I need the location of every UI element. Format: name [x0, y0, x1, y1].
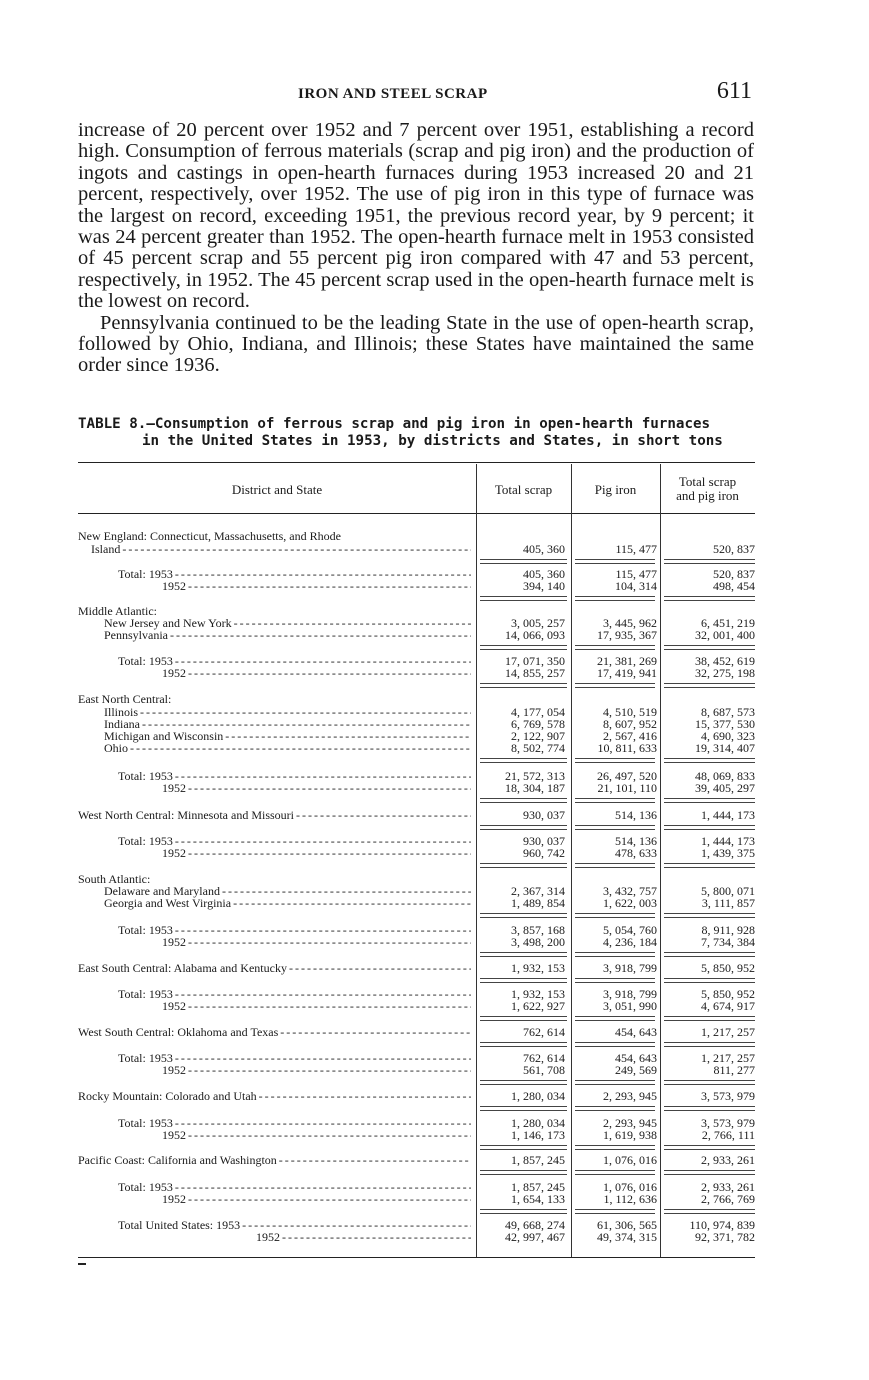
cell: 1, 217, 257 — [701, 1025, 755, 1039]
cell: 3, 005, 257 — [511, 616, 565, 630]
row-separator — [480, 1106, 567, 1111]
row-separator — [664, 798, 755, 803]
row-separator — [575, 1016, 655, 1021]
row-separator — [575, 758, 655, 763]
cell: 1, 622, 003 — [603, 896, 657, 910]
row-separator — [480, 1145, 567, 1150]
row-label: Delaware and Maryland - - - — [104, 885, 471, 898]
cell: 2, 766, 769 — [701, 1192, 755, 1206]
cell: 1, 076, 016 — [603, 1153, 657, 1167]
cell: 5, 800, 071 — [701, 884, 755, 898]
table-caption — [78, 416, 754, 450]
table-row — [78, 543, 755, 556]
cell: 21, 381, 269 — [597, 654, 657, 668]
cell: 19, 314, 407 — [695, 741, 755, 755]
body-text — [78, 120, 754, 377]
cell: 32, 275, 198 — [695, 666, 755, 680]
row-label: Total United States: 1953 - - - — [118, 1219, 471, 1232]
row-label: Total: 1953 - - - — [118, 1117, 471, 1130]
cell: 520, 837 — [713, 567, 755, 581]
cell: 10, 811, 633 — [597, 741, 657, 755]
cell: 1, 932, 153 — [511, 961, 565, 975]
table-row — [78, 693, 755, 706]
cell: 26, 497, 520 — [597, 769, 657, 783]
cell: 2, 933, 261 — [701, 1180, 755, 1194]
cell: 39, 405, 297 — [695, 781, 755, 795]
cell: 394, 140 — [523, 579, 565, 593]
row-separator — [480, 683, 567, 688]
cell: 8, 687, 573 — [701, 705, 755, 719]
table-rule — [78, 462, 755, 463]
row-label: Total: 1953 - - - — [118, 568, 471, 581]
cell: 3, 573, 979 — [701, 1089, 755, 1103]
table-row — [78, 530, 755, 543]
cell: 3, 918, 799 — [603, 987, 657, 1001]
row-separator — [664, 978, 755, 983]
cell: 2, 122, 907 — [511, 729, 565, 743]
cell: 3, 051, 990 — [603, 999, 657, 1013]
table-row — [78, 897, 755, 910]
column-header-pig-iron: Pig iron — [594, 482, 637, 497]
row-label: 1952 - - - — [256, 1231, 471, 1244]
cell: 2, 293, 945 — [603, 1116, 657, 1130]
row-label: Total: 1953 - - - — [118, 835, 471, 848]
cell: 2, 766, 111 — [701, 1128, 755, 1142]
paragraph: Pennsylvania continued to be the leading State in the use of open-hearth scrap, followed by Ohio, Indiana, and Illinois; these States have maintained the same order since 1936. — [78, 311, 754, 377]
cell: 42, 997, 467 — [505, 1230, 565, 1244]
table-rule — [78, 513, 755, 514]
cell: 1, 444, 173 — [701, 808, 755, 822]
row-separator — [575, 645, 655, 650]
cell: 6, 769, 578 — [511, 717, 565, 731]
consumption-table — [78, 462, 755, 1260]
cell: 1, 112, 636 — [603, 1192, 657, 1206]
cell: 49, 668, 274 — [505, 1218, 565, 1232]
cell: 14, 855, 257 — [505, 666, 565, 680]
row-label: 1952 - - - — [162, 1000, 471, 1013]
row-label: 1952 - - - — [162, 936, 471, 949]
cell: 6, 451, 219 — [701, 616, 755, 630]
cell: 249, 569 — [615, 1063, 657, 1077]
row-label: 1952 - - - — [162, 782, 471, 795]
cell: 15, 377, 530 — [695, 717, 755, 731]
row-label: 1952 - - - — [162, 667, 471, 680]
table-row — [78, 1000, 755, 1013]
row-separator — [664, 825, 755, 830]
table-row — [78, 629, 755, 642]
row-label: East South Central: Alabama and Kentucky - - - — [78, 962, 471, 975]
cell: 17, 935, 367 — [597, 628, 657, 642]
table-row — [78, 1231, 755, 1244]
row-separator — [575, 596, 655, 601]
row-separator — [664, 683, 755, 688]
page-header — [78, 78, 754, 110]
cell: 1, 619, 938 — [603, 1128, 657, 1142]
cell: 8, 911, 928 — [701, 923, 755, 937]
row-separator — [480, 1042, 567, 1047]
cell: 3, 498, 200 — [511, 935, 565, 949]
row-separator — [664, 758, 755, 763]
cell: 960, 742 — [523, 846, 565, 860]
paragraph: increase of 20 percent over 1952 and 7 percent over 1951, establishing a record high. Consumption of ferrous materials (scrap and pig iron) and the production of ingots and castings in open-hearth furnaces during 1953 increased 20 and 21 percent, respectively, over 1952. The use of pig iron in this type of furnace was the largest on record, exceeding 1951, the previous record year, by 9 percent; it was 24 percent greater than 1952. The open-hearth furnace melt in 1953 consisted of 45 percent scrap and 55 percent pig iron compared with 47 and 53 percent, respectively, in 1952. The 45 percent scrap used in the open-hearth furnace melt is the lowest on record. — [78, 119, 754, 313]
cell: 2, 933, 261 — [701, 1153, 755, 1167]
cell: 5, 850, 952 — [701, 961, 755, 975]
row-label: New Jersey and New York - - - — [104, 617, 471, 630]
cell: 49, 374, 315 — [597, 1230, 657, 1244]
row-label: Total: 1953 - - - — [118, 1181, 471, 1194]
row-label: Pennsylvania - - - — [104, 629, 471, 642]
cell: 1, 076, 016 — [603, 1180, 657, 1194]
cell: 17, 419, 941 — [597, 666, 657, 680]
table-row — [78, 847, 755, 860]
cell: 5, 850, 952 — [701, 987, 755, 1001]
cell: 4, 674, 917 — [701, 999, 755, 1013]
row-separator — [664, 1209, 755, 1214]
cell: 1, 444, 173 — [701, 834, 755, 848]
cell: 762, 614 — [523, 1025, 565, 1039]
cell: 1, 146, 173 — [511, 1128, 565, 1142]
cell: 1, 622, 927 — [511, 999, 565, 1013]
cell: 3, 857, 168 — [511, 923, 565, 937]
cell: 2, 367, 314 — [511, 884, 565, 898]
cell: 2, 293, 945 — [603, 1089, 657, 1103]
row-label: Total: 1953 - - - — [118, 988, 471, 1001]
table-caption-line: TABLE 8.—Consumption of ferrous scrap and pig iron in open-hearth furnaces — [78, 416, 711, 432]
row-separator — [575, 863, 655, 868]
row-separator — [575, 1170, 655, 1175]
cell: 930, 037 — [523, 808, 565, 822]
row-separator — [480, 1209, 567, 1214]
cell: 18, 304, 187 — [505, 781, 565, 795]
cell: 115, 477 — [615, 567, 657, 581]
row-separator — [480, 952, 567, 957]
row-separator — [664, 1145, 755, 1150]
cell: 762, 614 — [523, 1051, 565, 1065]
table-row — [78, 1064, 755, 1077]
row-separator — [664, 559, 755, 564]
running-title: IRON AND STEEL SCRAP — [298, 86, 488, 102]
column-header-district: District and State — [231, 482, 323, 497]
table-row — [78, 809, 755, 822]
cell: 4, 236, 184 — [603, 935, 657, 949]
cell: 92, 371, 782 — [695, 1230, 755, 1244]
row-separator — [664, 645, 755, 650]
column-header-total — [660, 475, 755, 503]
row-separator — [575, 1106, 655, 1111]
row-label: Total: 1953 - - - — [118, 1052, 471, 1065]
table-row — [78, 1026, 755, 1039]
cell: 1, 280, 034 — [511, 1089, 565, 1103]
column-header-total-line: and pig iron — [676, 488, 739, 503]
cell: 32, 001, 400 — [695, 628, 755, 642]
cell: 61, 306, 565 — [597, 1218, 657, 1232]
row-separator — [480, 645, 567, 650]
cell: 561, 708 — [523, 1063, 565, 1077]
row-separator — [480, 596, 567, 601]
table-row — [78, 1154, 755, 1167]
table-row — [78, 742, 755, 755]
row-separator — [575, 559, 655, 564]
cell: 2, 567, 416 — [603, 729, 657, 743]
row-label: South Atlantic: — [78, 873, 151, 886]
cell: 1, 857, 245 — [511, 1153, 565, 1167]
row-separator — [575, 798, 655, 803]
cell: 498, 454 — [713, 579, 755, 593]
row-label: Michigan and Wisconsin - - - — [104, 730, 471, 743]
table-row — [78, 1129, 755, 1142]
table-row — [78, 1193, 755, 1206]
table-caption-line: in the United States in 1953, by districts and States, in short tons — [142, 433, 723, 449]
row-label: Pacific Coast: California and Washington - - - — [78, 1154, 471, 1167]
row-separator — [664, 952, 755, 957]
row-separator — [480, 1080, 567, 1085]
table-rule — [78, 1257, 755, 1258]
row-label: Ohio - - - — [104, 742, 471, 755]
cell: 514, 136 — [615, 808, 657, 822]
cell: 1, 857, 245 — [511, 1180, 565, 1194]
cell: 21, 101, 110 — [597, 781, 657, 795]
cell: 104, 314 — [615, 579, 657, 593]
cell: 478, 633 — [615, 846, 657, 860]
column-header-scrap: Total scrap — [494, 482, 553, 497]
cell: 520, 837 — [713, 542, 755, 556]
table-row — [78, 936, 755, 949]
row-separator — [664, 1016, 755, 1021]
cell: 110, 974, 839 — [689, 1218, 755, 1232]
row-label: 1952 - - - — [162, 1064, 471, 1077]
cell: 7, 734, 384 — [701, 935, 755, 949]
row-label: Middle Atlantic: — [78, 605, 157, 618]
table-row — [78, 782, 755, 795]
cell: 1, 489, 854 — [511, 896, 565, 910]
row-label: 1952 - - - — [162, 1129, 471, 1142]
cell: 405, 360 — [523, 542, 565, 556]
row-separator — [575, 1209, 655, 1214]
cell: 3, 111, 857 — [701, 896, 755, 910]
row-separator — [575, 952, 655, 957]
row-label: New England: Connecticut, Massachusetts, and Rhode — [78, 530, 341, 543]
row-separator — [575, 978, 655, 983]
row-label: 1952 - - - — [162, 847, 471, 860]
cell: 3, 918, 799 — [603, 961, 657, 975]
bottom-mark — [78, 1263, 86, 1265]
cell: 1, 217, 257 — [701, 1051, 755, 1065]
cell: 8, 502, 774 — [511, 741, 565, 755]
row-label: West South Central: Oklahoma and Texas - - - — [78, 1026, 471, 1039]
cell: 4, 690, 323 — [701, 729, 755, 743]
cell: 48, 069, 833 — [695, 769, 755, 783]
row-separator — [575, 913, 655, 918]
row-separator — [664, 913, 755, 918]
row-separator — [480, 758, 567, 763]
row-label: 1952 - - - — [162, 580, 471, 593]
row-separator — [664, 863, 755, 868]
cell: 1, 654, 133 — [511, 1192, 565, 1206]
table-row — [78, 580, 755, 593]
row-label: Rocky Mountain: Colorado and Utah - - - — [78, 1090, 471, 1103]
cell: 14, 066, 093 — [505, 628, 565, 642]
row-separator — [575, 1042, 655, 1047]
row-separator — [664, 596, 755, 601]
row-label: Total: 1953 - - - — [118, 924, 471, 937]
cell: 5, 054, 760 — [603, 923, 657, 937]
cell: 38, 452, 619 — [695, 654, 755, 668]
cell: 17, 071, 350 — [505, 654, 565, 668]
cell: 454, 643 — [615, 1051, 657, 1065]
cell: 8, 607, 952 — [603, 717, 657, 731]
table-row — [78, 962, 755, 975]
cell: 811, 277 — [713, 1063, 755, 1077]
cell: 1, 280, 034 — [511, 1116, 565, 1130]
cell: 3, 573, 979 — [701, 1116, 755, 1130]
cell: 4, 177, 054 — [511, 705, 565, 719]
row-separator — [480, 978, 567, 983]
row-separator — [575, 683, 655, 688]
row-separator — [480, 913, 567, 918]
cell: 3, 432, 757 — [603, 884, 657, 898]
row-label: Indiana - - - — [104, 718, 471, 731]
cell: 1, 932, 153 — [511, 987, 565, 1001]
row-label: Island - - - — [91, 543, 471, 556]
row-separator — [575, 1145, 655, 1150]
column-header-total-line: Total scrap — [678, 474, 737, 489]
row-separator — [664, 1106, 755, 1111]
row-separator — [480, 559, 567, 564]
cell: 514, 136 — [615, 834, 657, 848]
cell: 930, 037 — [523, 834, 565, 848]
row-label: West North Central: Minnesota and Missouri - - - — [78, 809, 471, 822]
row-label: Illinois - - - — [104, 706, 471, 719]
row-separator — [480, 1016, 567, 1021]
cell: 4, 510, 519 — [603, 705, 657, 719]
table-row — [78, 1090, 755, 1103]
cell: 454, 643 — [615, 1025, 657, 1039]
row-label: Total: 1953 - - - — [118, 655, 471, 668]
page-number: 611 — [716, 78, 752, 104]
row-separator — [575, 825, 655, 830]
row-label: East North Central: — [78, 693, 172, 706]
row-separator — [575, 1080, 655, 1085]
row-label: 1952 - - - — [162, 1193, 471, 1206]
row-separator — [480, 825, 567, 830]
table-row — [78, 667, 755, 680]
row-label: Total: 1953 - - - — [118, 770, 471, 783]
row-label: Georgia and West Virginia - - - — [104, 897, 471, 910]
cell: 1, 439, 375 — [701, 846, 755, 860]
row-separator — [480, 863, 567, 868]
row-separator — [664, 1042, 755, 1047]
cell: 405, 360 — [523, 567, 565, 581]
cell: 3, 445, 962 — [603, 616, 657, 630]
row-separator — [664, 1080, 755, 1085]
row-separator — [480, 798, 567, 803]
cell: 115, 477 — [615, 542, 657, 556]
cell: 21, 572, 313 — [505, 769, 565, 783]
row-separator — [664, 1170, 755, 1175]
row-separator — [480, 1170, 567, 1175]
